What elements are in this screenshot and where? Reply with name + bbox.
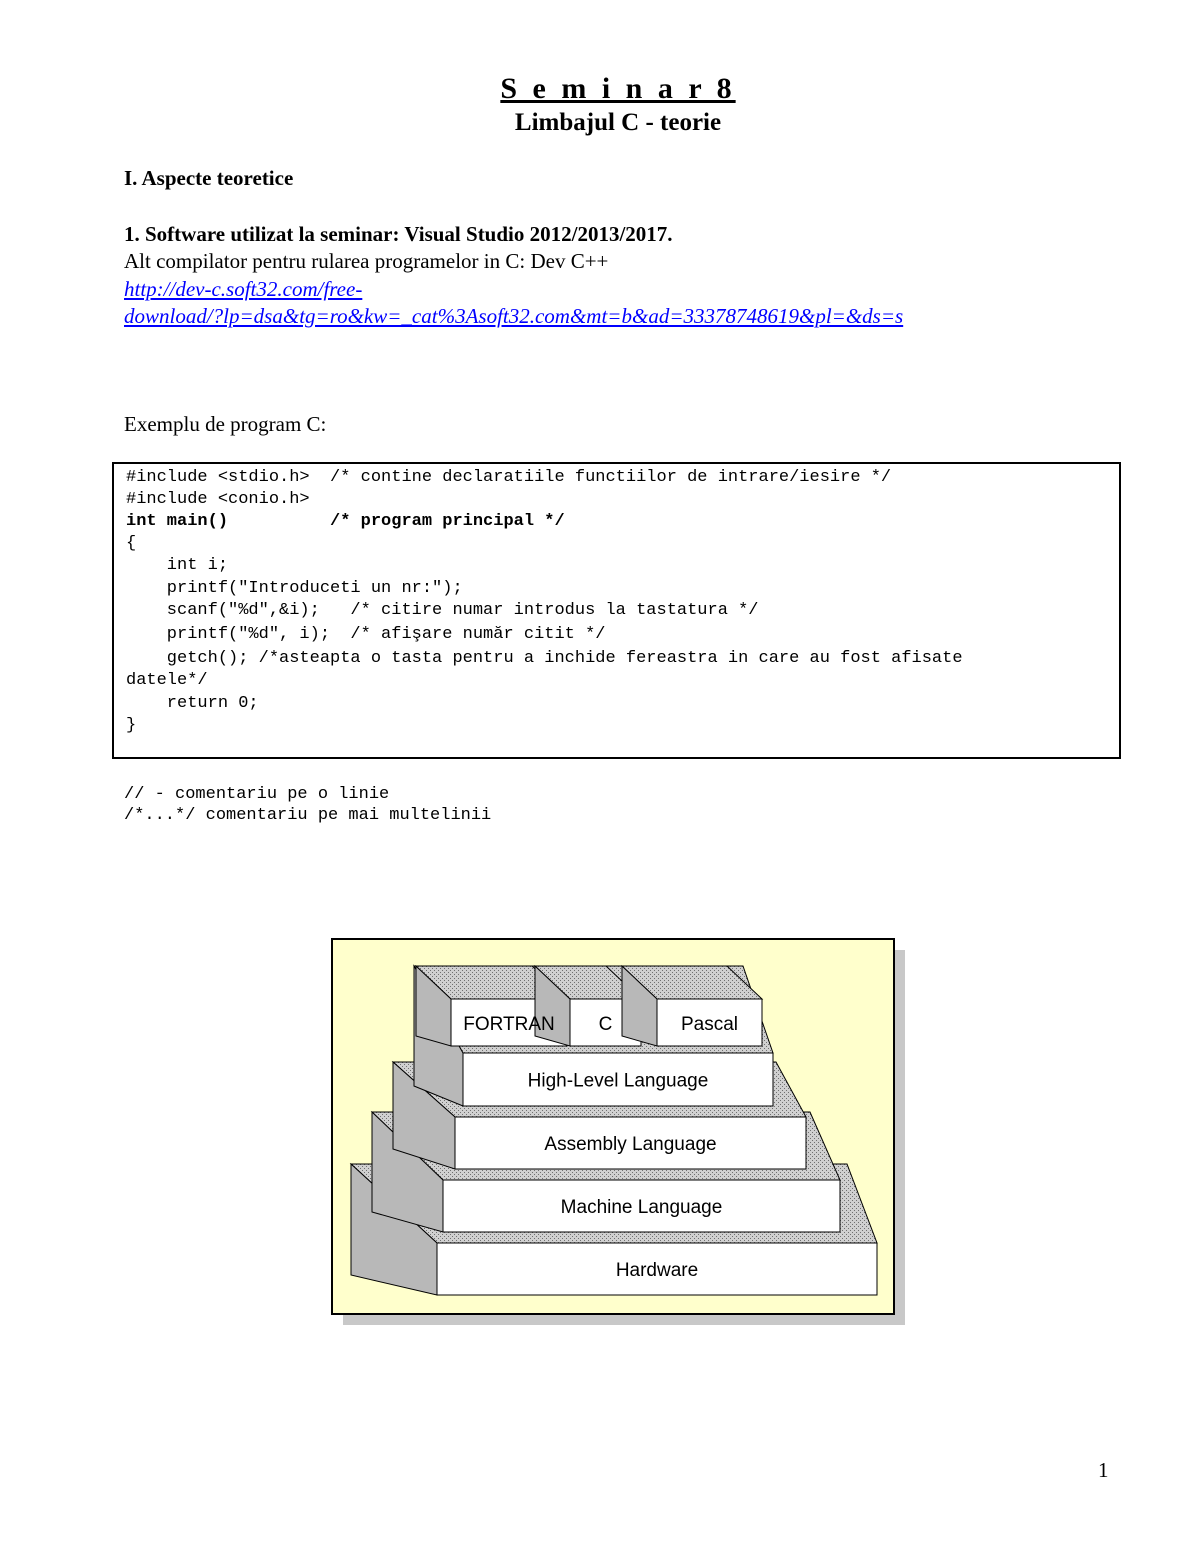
code-line: printf("%d", i); /* afişare număr citit */: [126, 625, 606, 644]
hardware-label: Hardware: [615, 1260, 699, 1281]
page-subtitle: Limbajul C - teorie: [514, 109, 722, 136]
example-label: Exemplu de program C:: [124, 412, 327, 436]
code-line: datele*/: [126, 671, 208, 690]
code-line: int main() /* program principal */: [126, 512, 565, 531]
high-level-language-label: High-Level Language: [527, 1070, 709, 1092]
multi-line-comment-note: /*...*/ comentariu pe mai multelinii: [124, 806, 492, 825]
alt-compiler-text: Alt compilator pentru rularea programelor in C: Dev C++: [124, 249, 609, 273]
section-heading: I. Aspecte teoretice: [124, 166, 294, 190]
download-link-line-1[interactable]: http://dev-c.soft32.com/free-: [124, 277, 363, 301]
fortran-label: FORTRAN: [463, 1014, 555, 1035]
code-line: int i;: [126, 556, 229, 575]
pascal-label: Pascal: [680, 1014, 739, 1035]
single-line-comment-note: // - comentariu pe o linie: [124, 785, 390, 804]
page-number: 1: [1098, 1458, 1109, 1482]
code-line: scanf("%d",&i); /* citire numar introdus la tastatura */: [126, 601, 759, 620]
machine-language-label: Machine Language: [560, 1197, 723, 1218]
code-line: #include <conio.h>: [126, 490, 310, 509]
download-link-line-2[interactable]: download/?lp=dsa&tg=ro&kw=_cat%3Asoft32.com&mt=b&ad=33378748619&pl=&ds=s: [124, 304, 904, 328]
code-line: }: [126, 716, 137, 735]
code-line: printf("Introduceti un nr:");: [126, 579, 463, 598]
code-line: #include <stdio.h> /* contine declaratiile functiilor de intrare/iesire */: [126, 468, 892, 487]
c-label: C: [598, 1014, 613, 1035]
code-line: {: [126, 534, 137, 553]
assembly-language-label: Assembly Language: [544, 1134, 717, 1155]
code-line: getch(); /*asteapta o tasta pentru a inchide fereastra in care au fost afisate: [126, 649, 963, 668]
software-heading: 1. Software utilizat la seminar: Visual Studio 2012/2013/2017.: [124, 222, 673, 246]
code-line: return 0;: [126, 694, 259, 713]
page-title: S e m i n a r 8: [500, 72, 736, 105]
